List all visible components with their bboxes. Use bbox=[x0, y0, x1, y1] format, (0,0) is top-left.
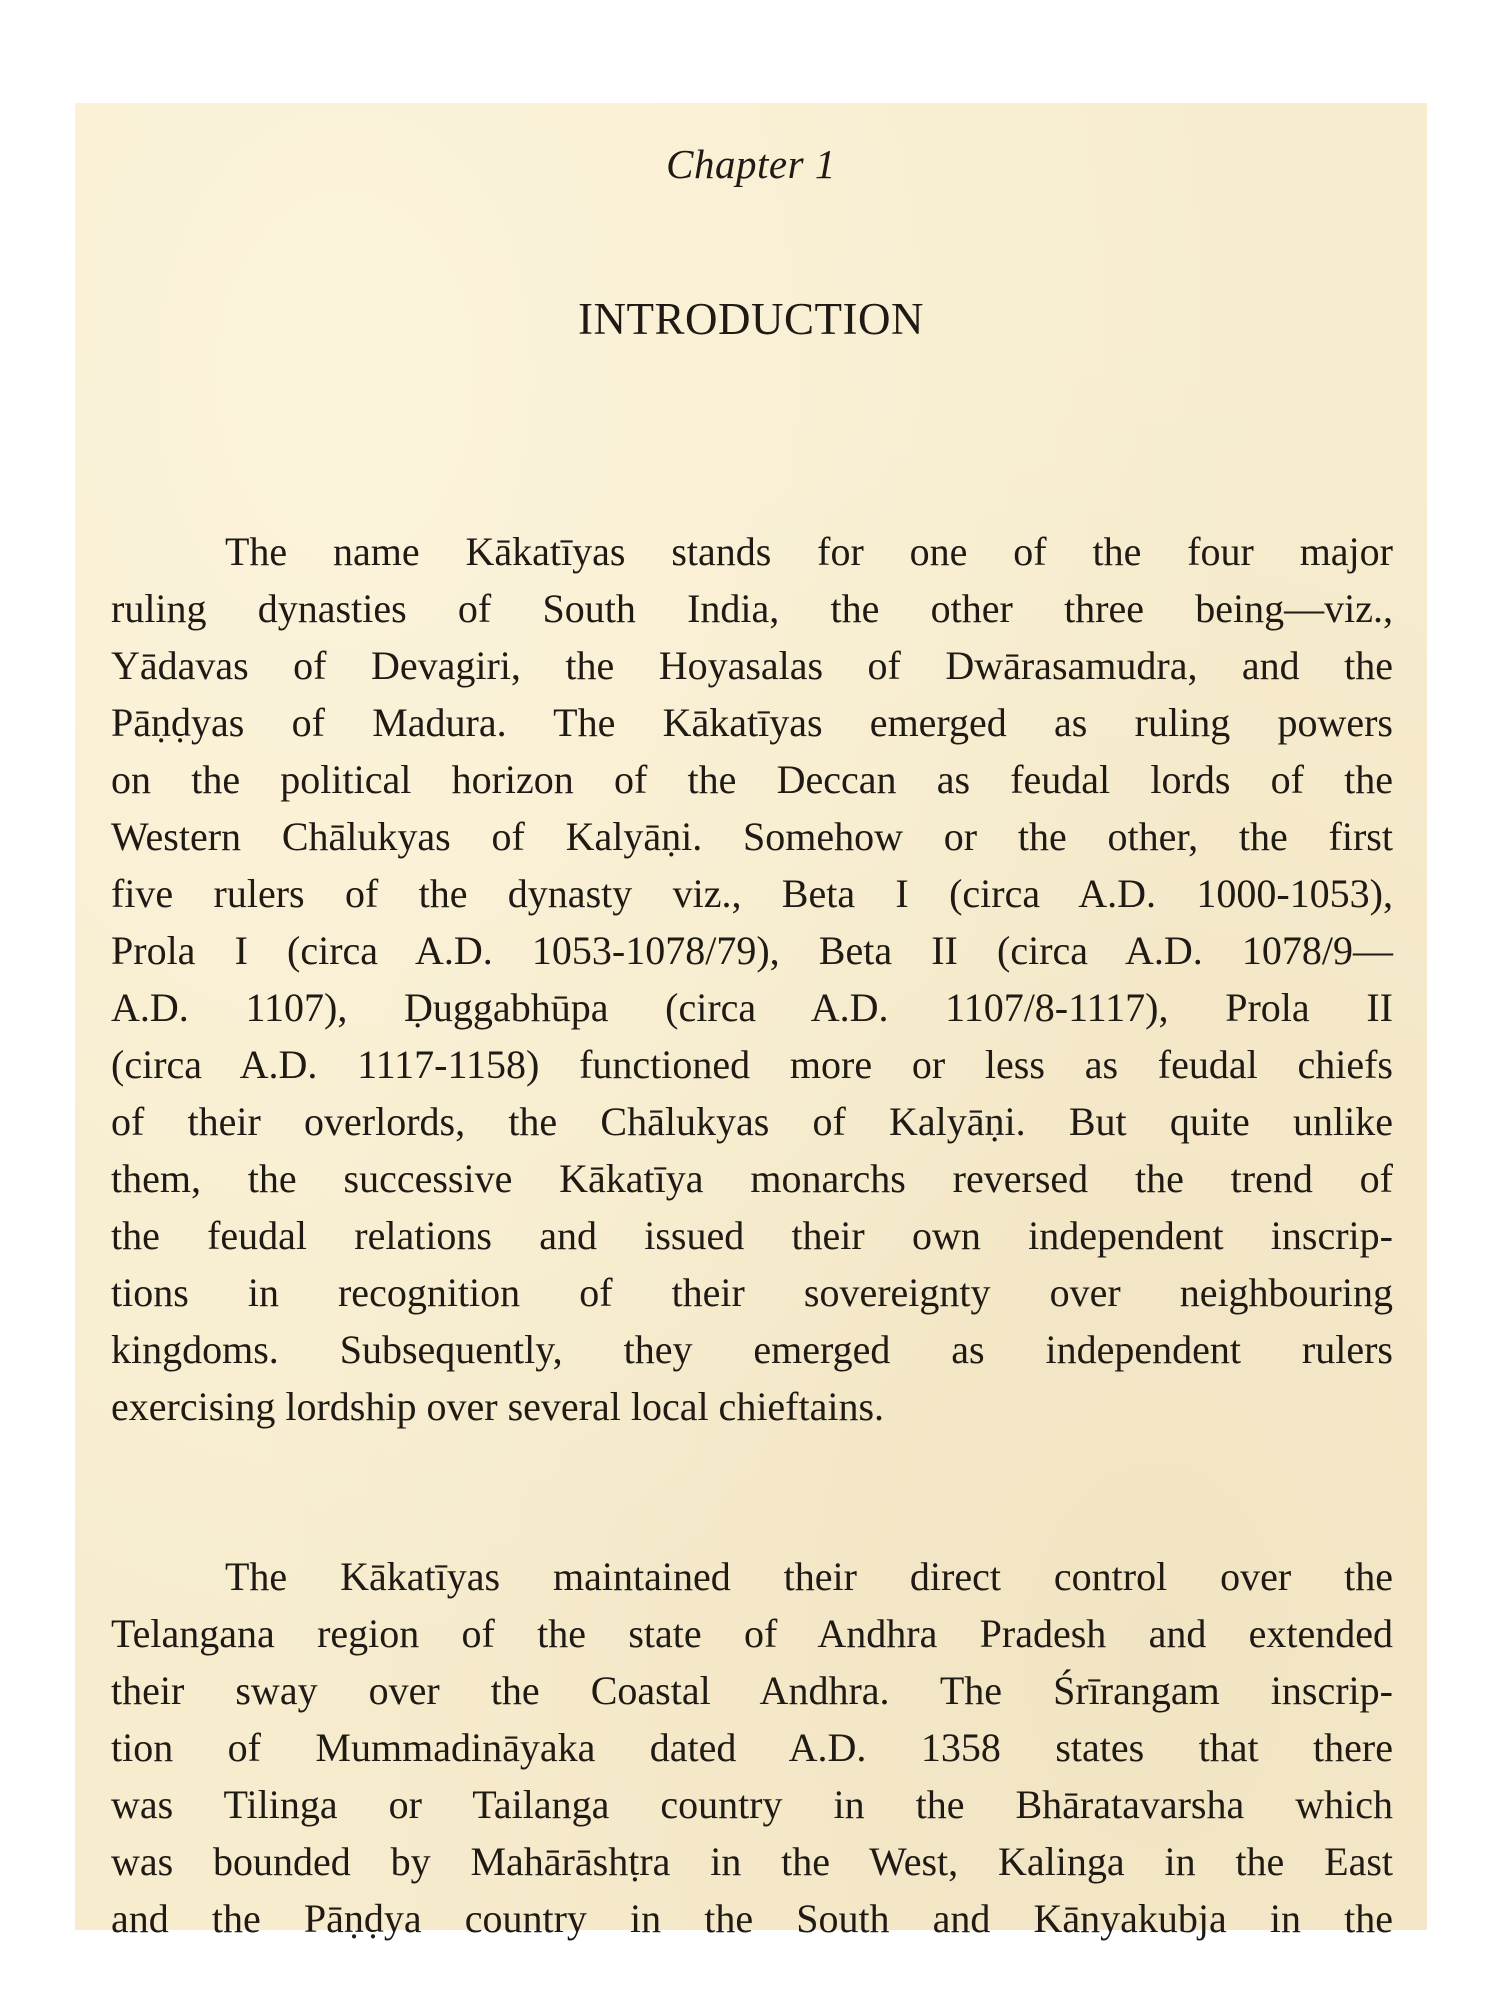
text-line: Yādavas of Devagiri, the Hoyasalas of Dwārasamudra, and the bbox=[111, 643, 1393, 688]
text-line: The name Kākatīyas stands for one of the four major bbox=[225, 529, 1393, 574]
text-line: Telangana region of the state of Andhra Pradesh and extended bbox=[111, 1611, 1393, 1656]
text-line: A.D. 1107), Ḍuggabhūpa (circa A.D. 1107/8-1117), Prola II bbox=[111, 985, 1393, 1030]
text-line: exercising lordship over several local chieftains. bbox=[111, 1384, 885, 1429]
paragraph bbox=[111, 523, 1393, 1435]
text-line: Prola I (circa A.D. 1053-1078/79), Beta II (circa A.D. 1078/9— bbox=[111, 928, 1393, 973]
paragraph bbox=[111, 1548, 1393, 1947]
text-line: Pāṇḍyas of Madura. The Kākatīyas emerged as ruling powers bbox=[111, 700, 1393, 745]
text-line: The Kākatīyas maintained their direct control over the bbox=[225, 1554, 1393, 1599]
text-line: and the Pāṇḍya country in the South and Kānyakubja in the bbox=[111, 1896, 1393, 1941]
text-line: their sway over the Coastal Andhra. The Śrīrangam inscrip- bbox=[111, 1668, 1393, 1713]
text-line: on the political horizon of the Deccan as feudal lords of the bbox=[111, 757, 1393, 802]
chapter-title: INTRODUCTION bbox=[578, 294, 924, 344]
text-line: was bounded by Mahārāshṭra in the West, Kalinga in the East bbox=[111, 1839, 1393, 1884]
text-line: of their overlords, the Chālukyas of Kalyāṇi. But quite unlike bbox=[111, 1099, 1393, 1144]
chapter-label: Chapter 1 bbox=[666, 141, 836, 187]
paragraph-gap bbox=[111, 1435, 1393, 1548]
text-line: five rulers of the dynasty viz., Beta I (circa A.D. 1000-1053), bbox=[111, 871, 1393, 916]
text-line: was Tilinga or Tailanga country in the Bhāratavarsha which bbox=[111, 1782, 1393, 1827]
body-text bbox=[111, 523, 1393, 1947]
text-line: (circa A.D. 1117-1158) functioned more or less as feudal chiefs bbox=[111, 1042, 1393, 1087]
text-line: kingdoms. Subsequently, they emerged as independent rulers bbox=[111, 1327, 1393, 1372]
text-line: tions in recognition of their sovereignty over neighbouring bbox=[111, 1270, 1393, 1315]
text-line: ruling dynasties of South India, the other three being—viz., bbox=[111, 586, 1393, 631]
text-line: them, the successive Kākatīya monarchs reversed the trend of bbox=[111, 1156, 1393, 1201]
book-page bbox=[75, 103, 1427, 1941]
text-line: tion of Mummadināyaka dated A.D. 1358 states that there bbox=[111, 1725, 1393, 1770]
text-line: the feudal relations and issued their own independent inscrip- bbox=[111, 1213, 1393, 1258]
text-line: Western Chālukyas of Kalyāṇi. Somehow or the other, the first bbox=[111, 814, 1393, 859]
